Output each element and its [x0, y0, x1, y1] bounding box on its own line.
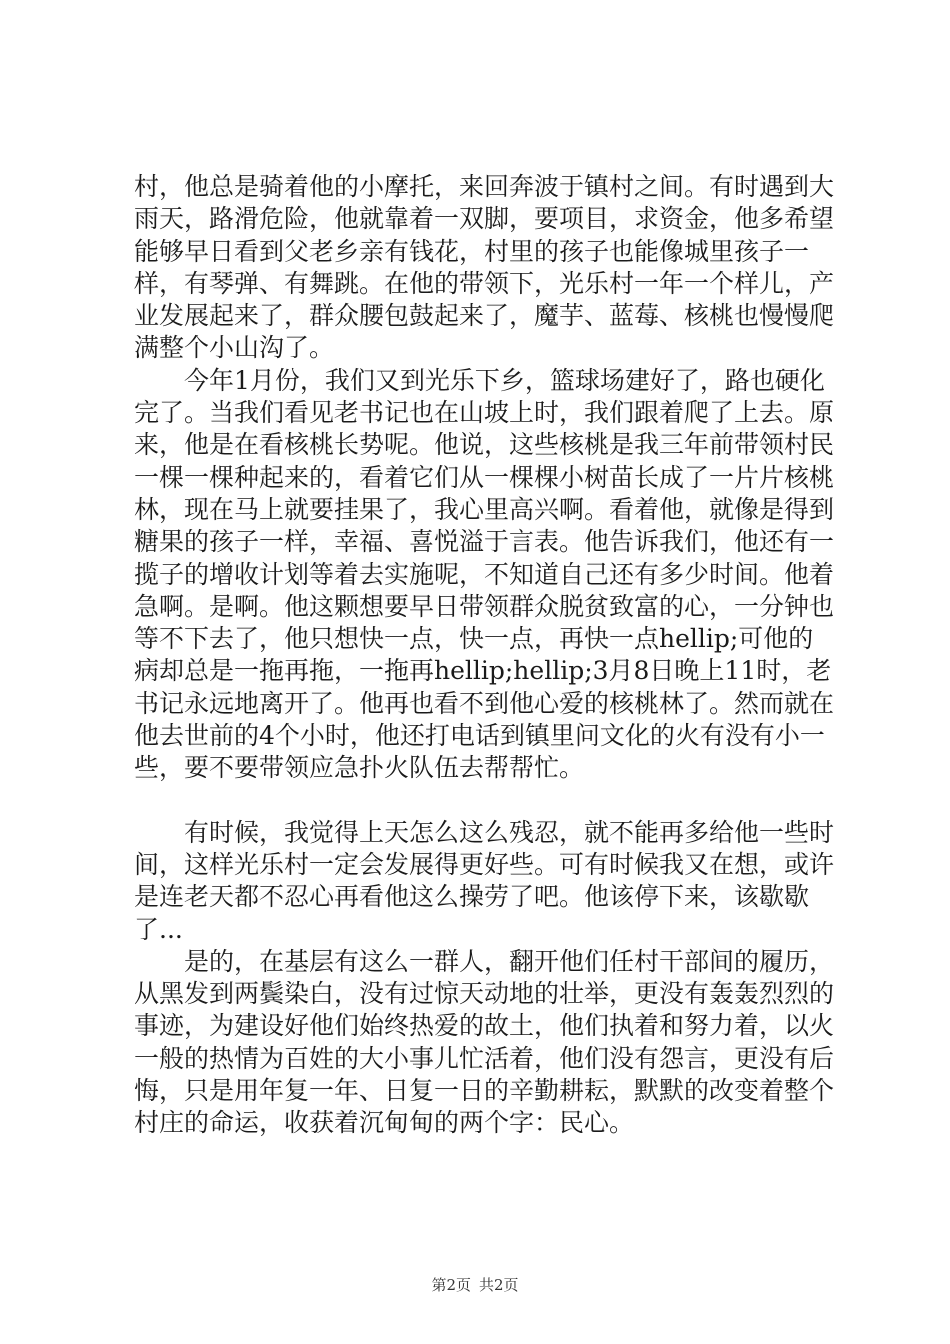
paragraph-gap: [134, 785, 834, 817]
paragraph-continuation: 村，他总是骑着他的小摩托，来回奔波于镇村之间。有时遇到大雨天，路滑危险，他就靠着一双脚，要项目，求资金，他多希望能够早日看到父老乡亲有钱花，村里的孩子也能像城里孩子一样，有琴弹、有舞跳。在他的带领下，光乐村一年一个样儿，产业发展起来了，群众腰包鼓起来了，魔芋、蓝莓、核桃也慢慢爬满整个小山沟了。: [134, 172, 835, 363]
paragraph-conclusion: 是的，在基层有这么一群人，翻开他们任村干部间的履历，从黑发到两鬓染白，没有过惊天动地的壮举，更没有轰轰烈烈的事迹，为建设好他们始终热爱的故土，他们执着和努力着，以火一般的热情为百姓的大小事儿忙活着，他们没有怨言，更没有后悔，只是用年复一年、日复一日的辛勤耕耘，默默的改变着整个村庄的命运，收获着沉甸甸的两个字：民心。: [134, 946, 835, 1138]
document-body: [134, 171, 834, 1140]
page-number: 第2页: [431, 1276, 471, 1294]
page-footer: [0, 1274, 950, 1295]
page-total: 共2页: [479, 1276, 519, 1294]
paragraph-walnut-forest: 今年1月份，我们又到光乐下乡，篮球场建好了，路也硬化完了。当我们看见老书记也在山坡上时，我们跟着爬了上去。原来，他是在看核桃长势呢。他说，这些核桃是我三年前带领村民一棵一棵种起来的，看着它们从一棵棵小树苗长成了一片片核桃林，现在马上就要挂果了，我心里高兴啊。看着他，就像是得到糖果的孩子一样，幸福、喜悦溢于言表。他告诉我们，他还有一揽子的增收计划等着去实施呢，不知道自己还有多少时间。他着急啊。是啊。他这颗想要早日带领群众脱贫致富的心，一分钟也等不下去了，他只想快一点，快一点，再快一点hellip;可他的病却总是一拖再拖，一拖再hellip;hellip;3月8日晚上11时，老书记永远地离开了。他再也看不到他心爱的核桃林了。然而就在他去世前的4个小时，他还打电话到镇里问文化的火有没有小一些，要不要带领应急扑火队伍去帮帮忙。: [134, 365, 835, 783]
paragraph-reflection: 有时候，我觉得上天怎么这么残忍，就不能再多给他一些时间，这样光乐村一定会发展得更好些。可有时候我又在想，或许是连老天都不忍心再看他这么操劳了吧。他该停下来，该歇歇了...: [134, 817, 835, 944]
